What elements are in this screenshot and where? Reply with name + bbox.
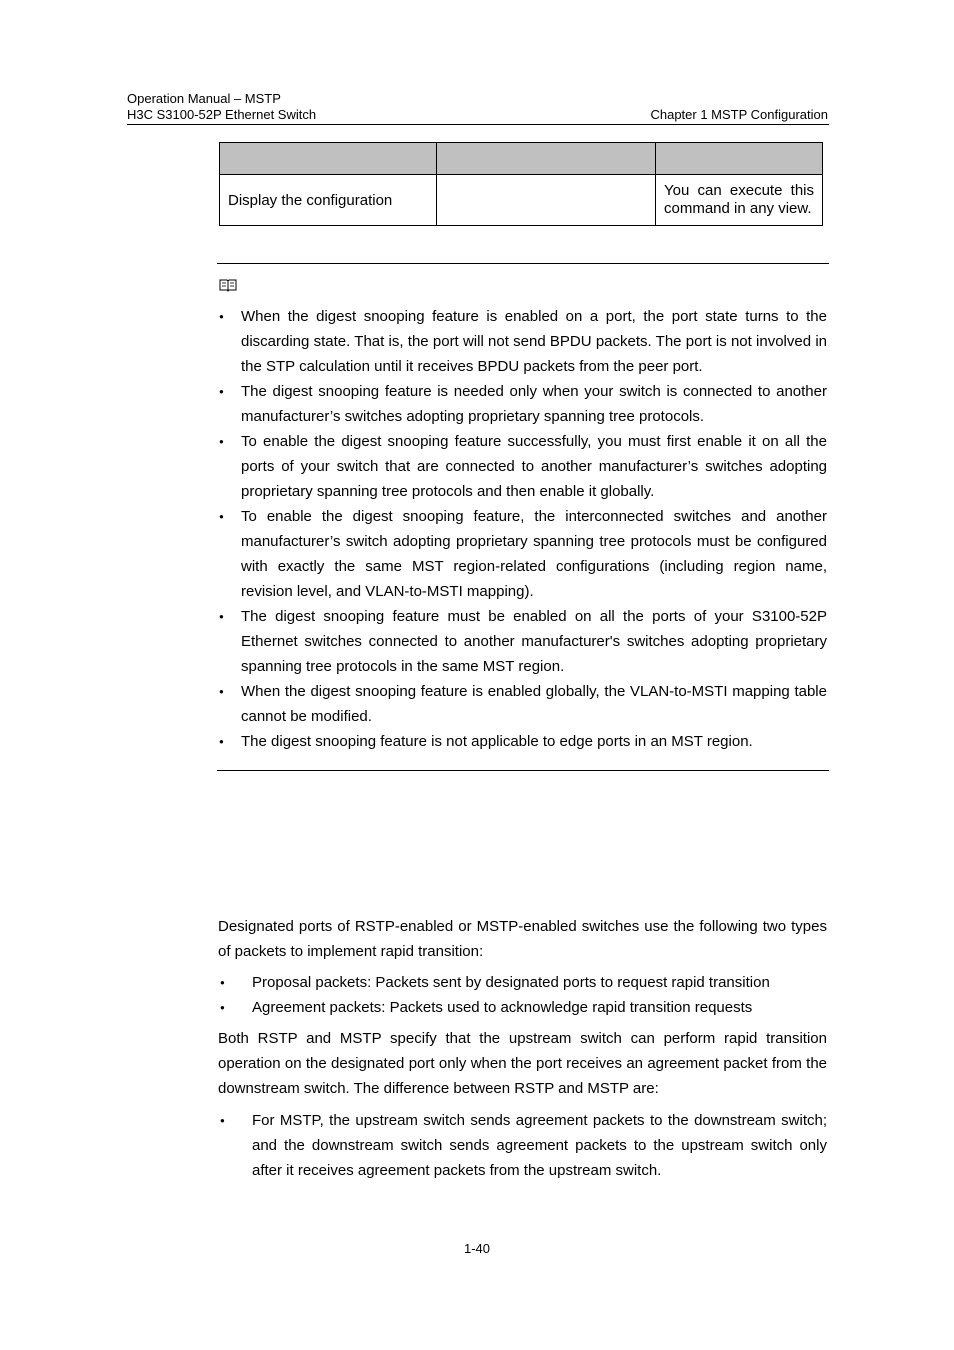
- page-header-left: [127, 91, 316, 123]
- table-cell-operation: Display the configuration: [220, 175, 437, 226]
- table-header-cell: [437, 143, 656, 175]
- table-row: [220, 175, 823, 226]
- note-item: ● To enable the digest snooping feature, the interconnected switches and another manufacturer’s switch adopting proprietary spanning tree protocols must be configured with exactly the same MST region-related configurations (including region name, revision level, and VLAN-to-MSTI mapping).: [219, 504, 827, 604]
- chapter-title: Chapter 1 MSTP Configuration: [650, 107, 828, 122]
- table-header-row: [220, 143, 823, 175]
- config-table: [219, 142, 823, 226]
- note-item: ● When the digest snooping feature is enabled globally, the VLAN-to-MSTI mapping table cannot be modified.: [219, 679, 827, 729]
- list-item: ● Proposal packets: Packets sent by designated ports to request rapid transition: [218, 970, 827, 995]
- table-cell-command: [437, 175, 656, 226]
- list-item: ● Agreement packets: Packets used to acknowledge rapid transition requests: [218, 995, 827, 1020]
- note-item: ● The digest snooping feature is needed only when your switch is connected to another manufacturer’s switches adopting proprietary spanning tree protocols.: [219, 379, 827, 429]
- page-number: 1-40: [463, 1241, 491, 1256]
- manual-title: Operation Manual – MSTP: [127, 91, 281, 106]
- table-header-cell: [656, 143, 823, 175]
- note-list: [219, 304, 827, 754]
- note-item: ● The digest snooping feature must be enabled on all the ports of your S3100-52P Ethernet switches connected to another manufacturer's switches adopting proprietary spanning tree protocols in the same MST region.: [219, 604, 827, 679]
- table-cell-remarks: You can execute this command in any view.: [656, 175, 823, 226]
- note-item: ● When the digest snooping feature is enabled on a port, the port state turns to the discarding state. That is, the port will not send BPDU packets. The port is not involved in the STP calculation until it receives BPDU packets from the peer port.: [219, 304, 827, 379]
- difference-list: [218, 1108, 827, 1183]
- header-divider: [127, 124, 829, 125]
- note-top-rule: [217, 263, 829, 264]
- book-icon: [219, 278, 237, 292]
- note-bottom-rule: [217, 770, 829, 771]
- intro-paragraph: Designated ports of RSTP-enabled or MSTP-enabled switches use the following two types of packets to implement rapid transition:: [218, 918, 827, 960]
- list-item: ● For MSTP, the upstream switch sends agreement packets to the downstream switch; and the downstream switch sends agreement packets to the upstream switch only after it receives agreement packets from the upstream switch.: [218, 1108, 827, 1183]
- rstp-mstp-paragraph: Both RSTP and MSTP specify that the upstream switch can perform rapid transition operation on the designated port only when the port receives an agreement packet from the downstream switch. The difference between RSTP and MSTP are:: [218, 1030, 827, 1097]
- product-name: H3C S3100-52P Ethernet Switch: [127, 107, 317, 122]
- note-item: ● To enable the digest snooping feature successfully, you must first enable it on all the ports of your switch that are connected to another manufacturer’s switches adopting proprietary spanning tree protocols and then enable it globally.: [219, 429, 827, 504]
- packet-type-list: [218, 970, 827, 1020]
- note-item: ● The digest snooping feature is not applicable to edge ports in an MST region.: [219, 729, 827, 754]
- table-header-cell: [220, 143, 437, 175]
